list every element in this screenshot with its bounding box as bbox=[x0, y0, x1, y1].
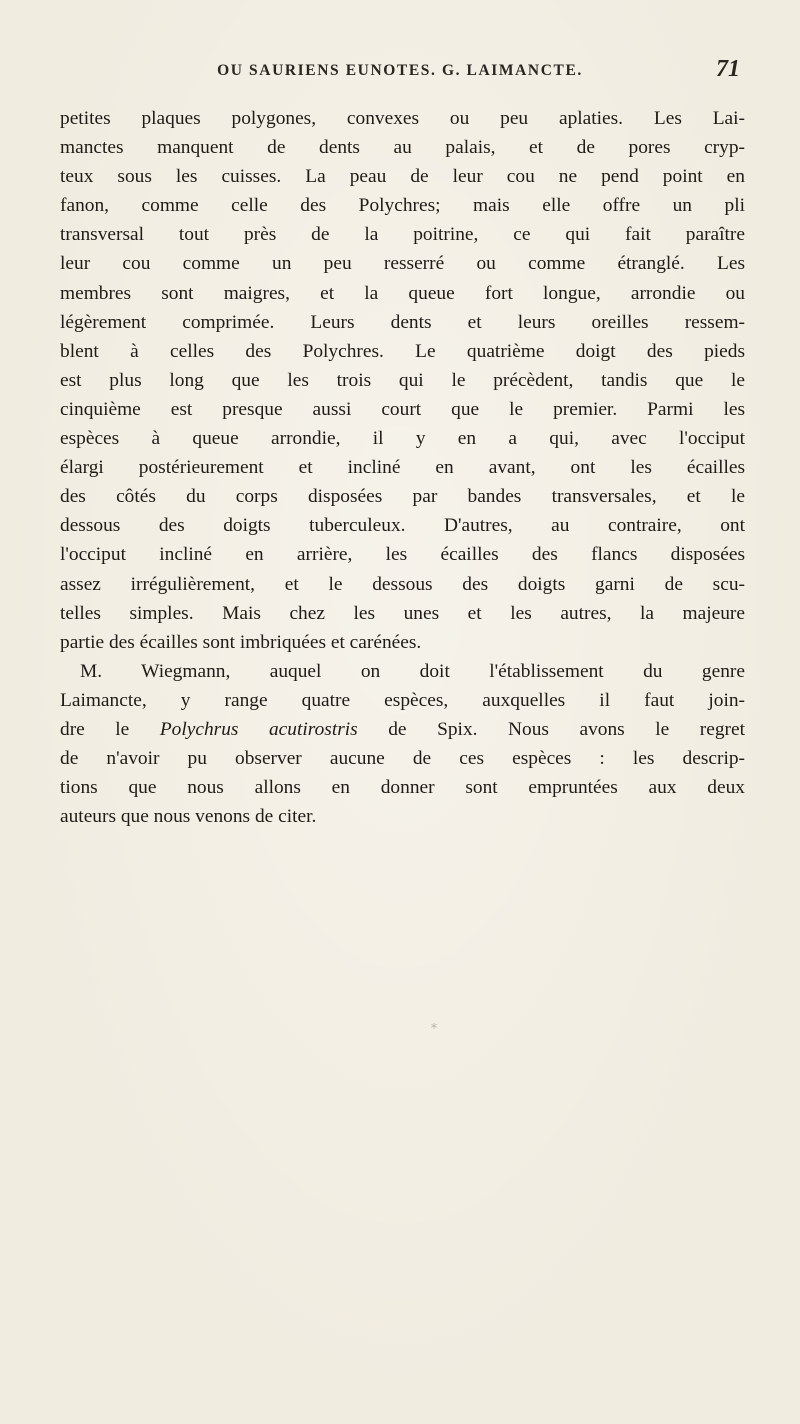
page-number: 71 bbox=[716, 56, 740, 82]
text-line: blent à celles des Polychres. Le quatrième doigt des pieds bbox=[60, 340, 745, 362]
text-line-with-italic bbox=[60, 715, 745, 744]
text-line: partie des écailles sont imbriquées et carénées. bbox=[60, 631, 422, 653]
paragraph-1 bbox=[60, 104, 745, 657]
text-line: légèrement comprimée. Leurs dents et leurs oreilles ressem- bbox=[60, 311, 745, 333]
text-line: transversal tout près de la poitrine, ce qui fait paraître bbox=[60, 224, 745, 246]
text-line: leur cou comme un peu resserré ou comme étranglé. Les bbox=[60, 253, 745, 275]
running-head: OU SAURIENS EUNOTES. G. LAIMANCTE. bbox=[217, 62, 583, 79]
stray-mark: * bbox=[431, 1021, 437, 1035]
text-line: fanon, comme celle des Polychres; mais elle offre un pli bbox=[60, 195, 745, 217]
text-line: cinquième est presque aussi court que le premier. Parmi les bbox=[60, 398, 745, 420]
paragraph-2 bbox=[60, 657, 745, 832]
text-line: assez irrégulièrement, et le dessous des doigts garni de scu- bbox=[60, 573, 745, 595]
text-line: manctes manquent de dents au palais, et de pores cryp- bbox=[60, 137, 745, 159]
text-line: M. Wiegmann, auquel on doit l'établissement du genre bbox=[80, 660, 745, 682]
text-line: des côtés du corps disposées par bandes transversales, et le bbox=[60, 486, 745, 508]
species-name: Polychrus acutirostris bbox=[159, 718, 358, 740]
text-line: élargi postérieurement et incliné en avant, ont les écailles bbox=[60, 457, 745, 479]
text-segment: de Spix. Nous avons le regret bbox=[357, 718, 745, 740]
text-line: auteurs que nous venons de citer. bbox=[60, 806, 317, 828]
text-line: l'occiput incliné en arrière, les écailles des flancs disposées bbox=[60, 544, 745, 566]
text-line: est plus long que les trois qui le précèdent, tandis que le bbox=[60, 369, 745, 391]
page-header bbox=[0, 56, 800, 92]
text-line: telles simples. Mais chez les unes et les autres, la majeure bbox=[60, 602, 745, 624]
text-line: membres sont maigres, et la queue fort longue, arrondie ou bbox=[60, 282, 745, 304]
text-line: teux sous les cuisses. La peau de leur cou ne pend point en bbox=[60, 166, 745, 188]
text-line: de n'avoir pu observer aucune de ces espèces : les descrip- bbox=[60, 748, 745, 770]
text-line: tions que nous allons en donner sont empruntées aux deux bbox=[60, 777, 745, 799]
text-segment: dre le bbox=[60, 718, 160, 740]
text-line: petites plaques polygones, convexes ou peu aplaties. Les Lai- bbox=[60, 108, 745, 129]
text-line: dessous des doigts tuberculeux. D'autres, au contraire, ont bbox=[60, 515, 745, 537]
body-text bbox=[60, 104, 745, 831]
text-line: Laimancte, y range quatre espèces, auxquelles il faut join- bbox=[60, 689, 745, 711]
text-line: espèces à queue arrondie, il y en a qui, avec l'occiput bbox=[60, 428, 745, 450]
